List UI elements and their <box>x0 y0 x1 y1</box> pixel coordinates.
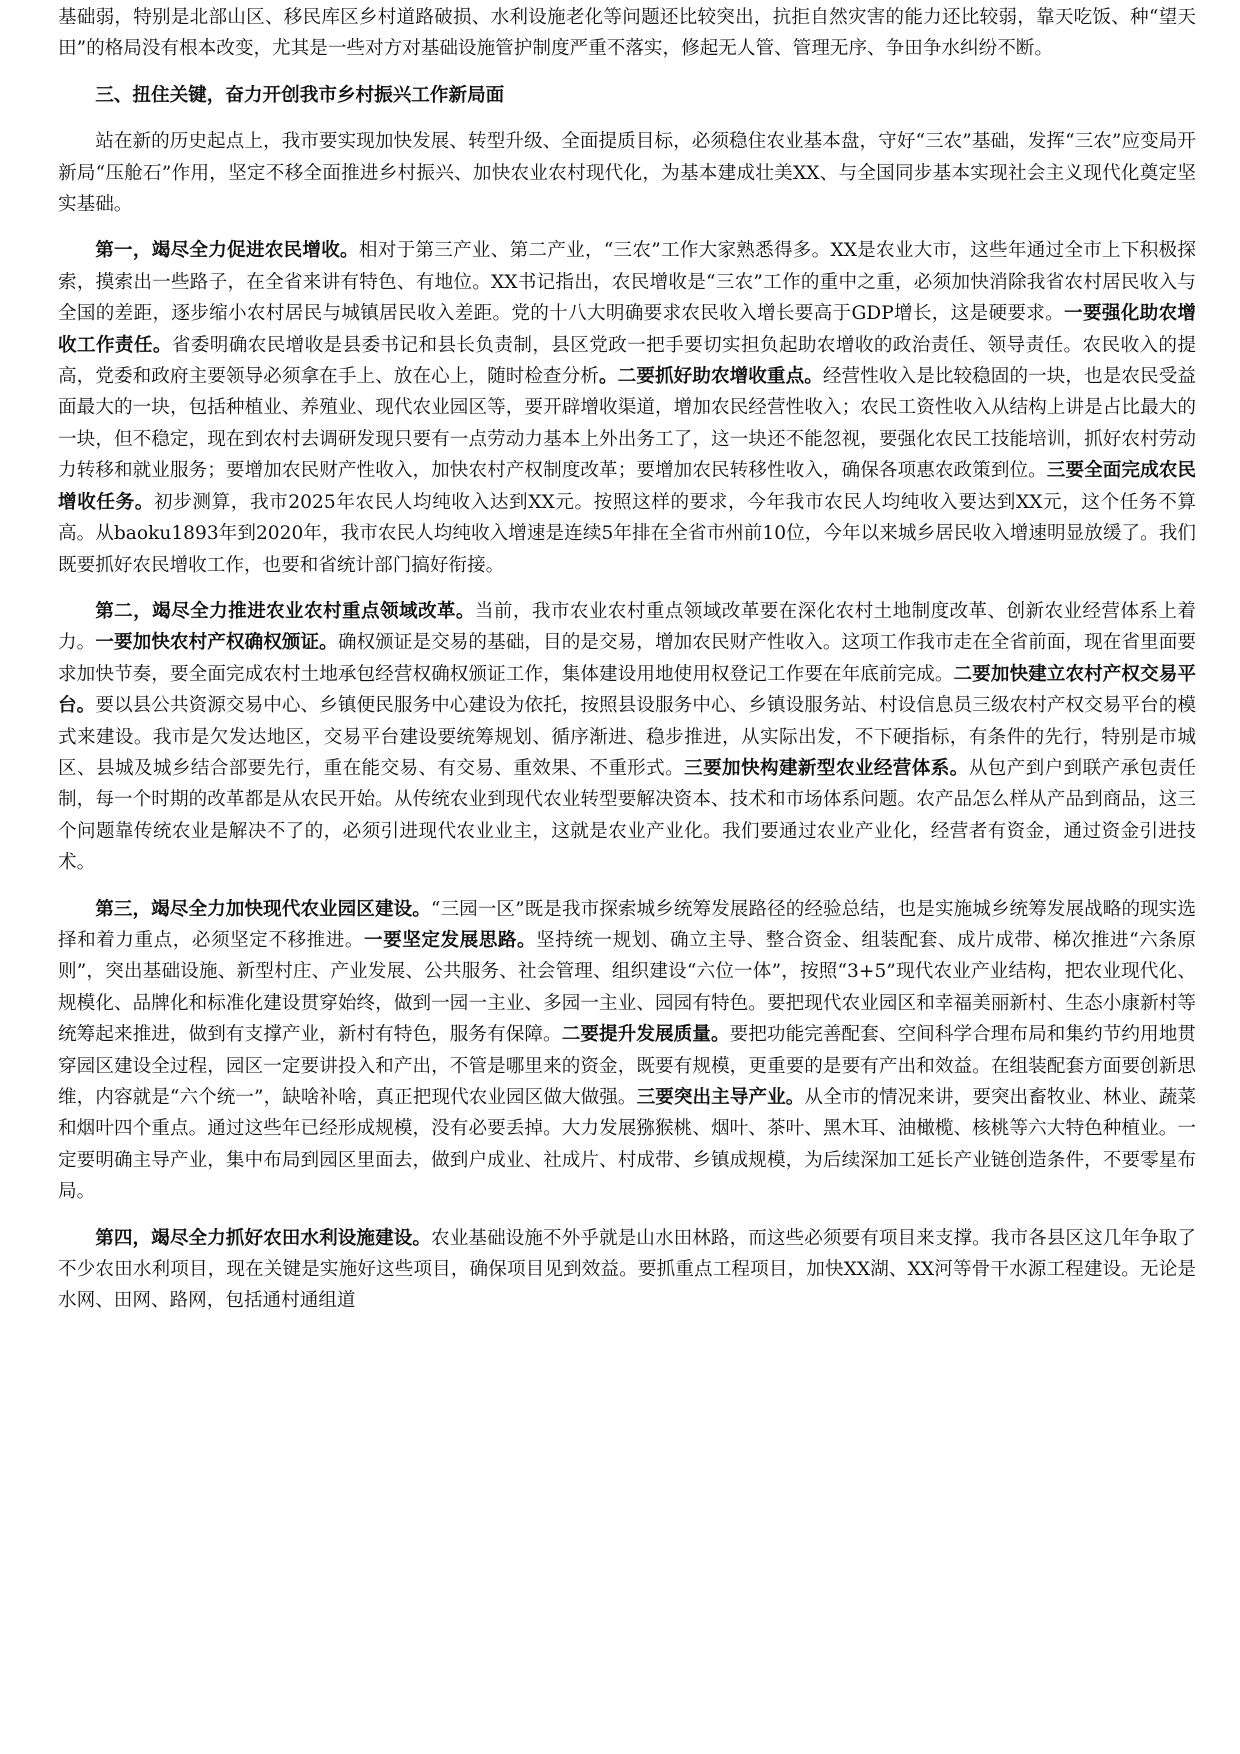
paragraph-section-1 <box>58 235 1196 580</box>
lead-heading-1: 第一，竭尽全力促进农民增收。 <box>95 240 359 262</box>
body-text: 当前，我市农业农村重点领域改革要在深化农村土地制度改革、创新农业经营体系上着力。 <box>58 600 1196 654</box>
lead-heading-4: 第四，竭尽全力抓好农田水利设施建设。 <box>95 1227 432 1249</box>
paragraph-section-4 <box>58 1223 1196 1317</box>
sub-heading: 三要突出主导产业。 <box>636 1087 805 1108</box>
body-text: 确权颁证是交易的基础，目的是交易，增加农民财产性收入。这项工作我市走在全省前面，现在省里面要求加快节奏，要全面完成农村土地承包经营权确权颁证工作，集体建设用地使用权登记工作要在年底前完成。 <box>58 632 1196 685</box>
sub-heading: 一要强化助农增收工作责任。 <box>58 303 1196 356</box>
body-text: 相对于第三产业、第二产业，“三农”工作大家熟悉得多。XX是农业大市，这些年通过全市上下积极探索，摸索出一些路子，在全省来讲有特色、有地位。XX书记指出，农民增收是“三农”工作的重中之重，必须加快消除我省农村居民收入与全国的差距，逐步缩小农村居民与城镇居民收入差距。党的十八大明确要求农民收入增长要高于GDP增长，这是硬要求。 <box>58 240 1196 325</box>
body-text: “三园一区”既是我市探索城乡统筹发展路径的经验总结，也是实施城乡统筹发展战略的现实选择和着力重点，必须坚定不移推进。 <box>58 898 1196 951</box>
body-text: 坚持统一规划、确立主导、整合资金、组装配套、成片成带、梯次推进“六条原则”，突出基础设施、新型村庄、产业发展、公共服务、社会管理、组织建设“六位一体”，按照“3+5”现代农业产业结构，把农业现代化、规模化、品牌化和标准化建设贯穿始终，做到一园一主业、多园一主业、园园有特色。要把现代农业园区和幸福美丽新村、生态小康新村等统筹起来推进，做到有支撑产业，新村有特色，服务有保障。 <box>58 929 1196 1046</box>
section-heading-3: 三、扭住关键，奋力开创我市乡村振兴工作新局面 <box>95 84 505 106</box>
paragraph-section-2 <box>58 596 1196 879</box>
sub-heading: 一要加快农村产权确权颁证。 <box>95 632 338 654</box>
body-text: 要以县公共资源交易中心、乡镇便民服务中心建设为依托，按照县设服务中心、乡镇设服务站、村设信息员三级农村产权交易平台的模式来建设。我市是欠发达地区，交易平台建设要统筹规划、循序渐进、稳步推进，从实际出发，不下硬指标，有条件的先行，特别是市城区、县城及城乡结合部要先行，重在能交易、有交易、重效果、不重形式。 <box>58 695 1196 779</box>
lead-heading-3: 第三，竭尽全力加快现代农业园区建设。 <box>95 898 431 920</box>
body-text: 从全市的情况来讲，要突出畜牧业、林业、蔬菜和烟叶四个重点。通过这些年已经形成规模，没有必要丢掉。大力发展猕猴桃、烟叶、茶叶、黑木耳、油橄榄、核桃等六大特色种植业。一定要明确主导产业，集中布局到园区里面去，做到户成业、社成片、村成带、乡镇成规模，为后续深加工延长产业链创造条件，不要零星布局。 <box>58 1087 1196 1203</box>
body-text: 省委明确农民增收是县委书记和县长负责制，县区党政一把手要切实担负起助农增收的政治责任、领导责任。农民收入的提高，党委和政府主要领导必须拿在手上、放在心上，随时检查分析 <box>58 334 1196 388</box>
body-text: 农业基础设施不外乎就是山水田林路，而这些必须要有项目来支撑。我市各县区这几年争取了不少农田水利项目，现在关键是实施好这些项目，确保项目见到效益。要抓重点工程项目，加快XX湖、XX河等骨干水源工程建设。无论是水网、田网、路网，包括通村通组道 <box>58 1227 1196 1312</box>
body-text: 经营性收入是比较稳固的一块，也是农民受益面最大的一块，包括种植业、养殖业、现代农业园区等，要开辟增收渠道，增加农民经营性收入；农民工资性收入从结构上讲是占比最大的一块，但不稳定，现在到农村去调研发现只要有一点劳动力基本上外出务工了，这一块还不能忽视，要强化农民工技能培训，抓好农村劳动力转移和就业服务；要增加农民财产性收入，加快农村产权制度改革；要增加农民转移性收入，确保各项惠农政策到位。 <box>58 366 1196 482</box>
body-text: 从包产到户到联产承包责任制，每一个时期的改革都是从农民开始。从传统农业到现代农业转型要解决资本、技术和市场体系问题。农产品怎么样从产品到商品，这三个问题靠传统农业是解决不了的，必须引进现代农业业主，这就是农业产业化。我们要通过农业产业化，经营者有资金，通过资金引进技术。 <box>58 757 1196 874</box>
body-text: 要把功能完善配套、空间科学合理布局和集约节约用地贯穿园区建设全过程，园区一定要讲投入和产出，不管是哪里来的资金，既要有规模，更重要的是要有产出和效益。在组装配套方面要创新思维，内容就是“六个统一”，缺啥补啥，真正把现代农业园区做大做强。 <box>58 1024 1196 1108</box>
body-text: 初步测算，我市2025年农民人均纯收入达到XX元。按照这样的要求，今年我市农民人均纯收入要达到XX元，这个任务不算高。从baoku1893年到2020年，我市农民人均纯收入增速是连续5年排在全省市州前10位，今年以来城乡居民收入增速明显放缓了。我们既要抓好农民增收工作，也要和省统计部门搞好衔接。 <box>58 491 1196 576</box>
sub-heading: 一要坚定发展思路。 <box>364 929 537 951</box>
sub-heading: 三要加快构建新型农业经营体系。 <box>684 757 969 779</box>
lead-heading-2: 第二，竭尽全力推进农业农村重点领域改革。 <box>95 600 475 622</box>
sub-heading: 。二要抓好助农增收重点。 <box>599 366 823 388</box>
paragraph-section-3 <box>58 894 1196 1208</box>
paragraph-intro: 站在新的历史起点上，我市要实现加快发展、转型升级、全面提质目标，必须稳住农业基本盘，守好“三农”基础，发挥“三农”应变局开新局“压舱石”作用，坚定不移全面推进乡村振兴、加快农业农村现代化，为基本建成壮美XX、与全国同步基本实现社会主义现代化奠定坚实基础。 <box>58 131 1196 216</box>
sub-heading: 二要提升发展质量。 <box>561 1024 730 1046</box>
sub-heading: 二要加快建立农村产权交易平台。 <box>58 663 1196 717</box>
sub-heading: 三要全面完成农民增收任务。 <box>58 460 1196 513</box>
paragraph-continued: 基础弱，特别是北部山区、移民库区乡村道路破损、水利设施老化等问题还比较突出，抗拒自然灾害的能力还比较弱，靠天吃饭、种“望天田”的格局没有根本改变，尤其是一些对方对基础设施管护制度严重不落实，修起无人管、管理无序、争田争水纠纷不断。 <box>58 7 1196 60</box>
